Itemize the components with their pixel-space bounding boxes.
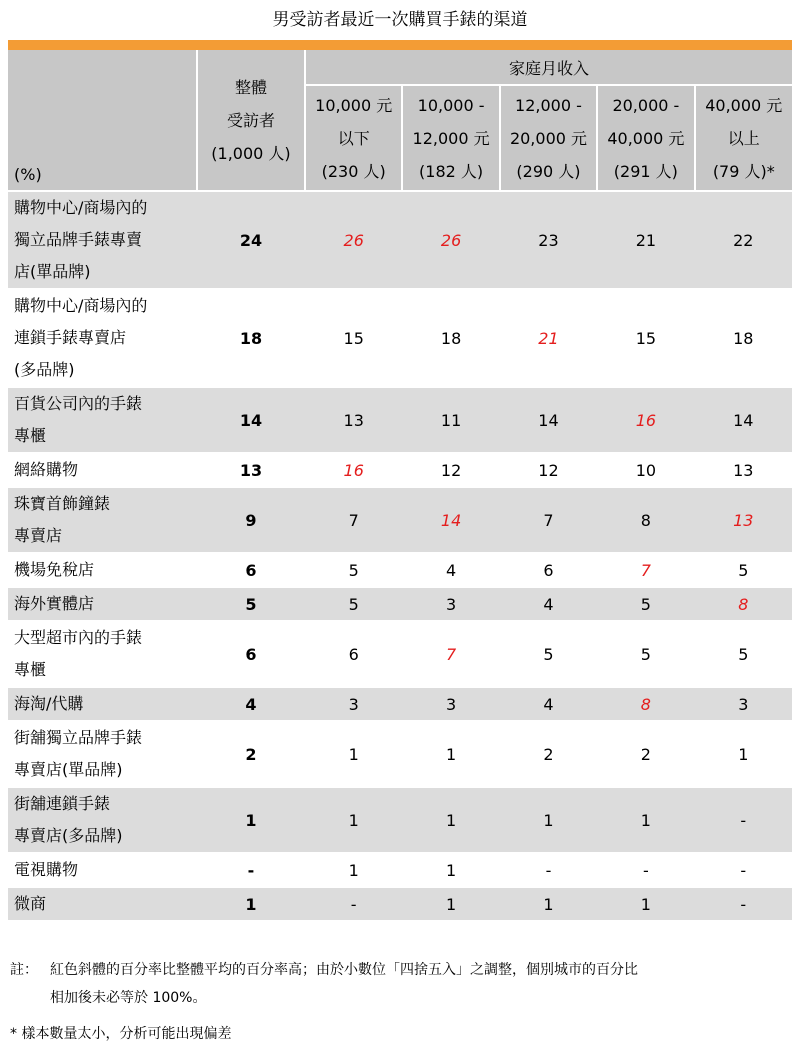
income-value: 3 bbox=[305, 687, 402, 721]
income-value: 14 bbox=[500, 387, 597, 453]
income-group-header: 家庭月收入 bbox=[305, 50, 792, 85]
highlighted-value: 26 bbox=[305, 191, 402, 289]
income-value: 13 bbox=[305, 387, 402, 453]
income-header-line: 10,000 元 bbox=[315, 95, 393, 115]
income-value: 11 bbox=[402, 387, 499, 453]
income-value: 5 bbox=[305, 553, 402, 587]
income-value: 1 bbox=[597, 787, 694, 853]
row-label bbox=[8, 621, 197, 687]
income-value: 1 bbox=[402, 853, 499, 887]
overall-value: 18 bbox=[197, 289, 305, 387]
highlighted-value: 7 bbox=[597, 553, 694, 587]
row-label-line: 微商 bbox=[14, 894, 47, 913]
highlighted-value: 21 bbox=[500, 289, 597, 387]
income-value: 1 bbox=[597, 887, 694, 920]
overall-value: 14 bbox=[197, 387, 305, 453]
income-value: 5 bbox=[597, 621, 694, 687]
income-value: 5 bbox=[597, 587, 694, 621]
income-header-line: 12,000 元 bbox=[412, 128, 490, 148]
income-value: 10 bbox=[597, 453, 694, 487]
income-value: 1 bbox=[402, 787, 499, 853]
table-row bbox=[8, 887, 792, 920]
title-accent-bar bbox=[8, 40, 792, 50]
table-row bbox=[8, 453, 792, 487]
row-label-line: 大型超市內的手錶 bbox=[14, 628, 143, 647]
income-header-line: 以上 bbox=[727, 128, 760, 148]
income-value: 13 bbox=[695, 453, 792, 487]
income-value: 3 bbox=[695, 687, 792, 721]
table-row bbox=[8, 853, 792, 887]
overall-header-line: 受訪者 bbox=[226, 110, 275, 130]
income-value: 18 bbox=[695, 289, 792, 387]
table-title: 男受訪者最近一次購買手錶的渠道 bbox=[272, 10, 528, 30]
income-value: 2 bbox=[597, 721, 694, 787]
income-value: 14 bbox=[695, 387, 792, 453]
row-label bbox=[8, 191, 197, 289]
income-value: - bbox=[500, 853, 597, 887]
income-header-line: 20,000 元 bbox=[509, 128, 588, 148]
income-value: 12 bbox=[500, 453, 597, 487]
footnote-1 bbox=[10, 956, 790, 1012]
income-value: 3 bbox=[402, 587, 499, 621]
income-header-line: (291 人) bbox=[613, 161, 678, 181]
row-label-line: 專櫃 bbox=[14, 660, 47, 679]
income-column-header bbox=[305, 85, 402, 191]
table-row bbox=[8, 587, 792, 621]
table-row bbox=[8, 191, 792, 289]
overall-header-line: (1,000 人) bbox=[211, 143, 291, 163]
income-value: - bbox=[305, 887, 402, 920]
income-value: 12 bbox=[402, 453, 499, 487]
row-label-line: 專賣店(多品牌) bbox=[14, 826, 123, 845]
row-label-line: 連鎖手錶專賣店 bbox=[14, 328, 127, 347]
footnote-1-line: 紅色斜體的百分率比整體平均的百分率高；由於小數位「四捨五入」之調整，個別城市的百分比 bbox=[50, 962, 638, 978]
table-row bbox=[8, 553, 792, 587]
row-label bbox=[8, 487, 197, 553]
income-header-line: 40,000 元 bbox=[705, 95, 783, 115]
income-value: 18 bbox=[402, 289, 499, 387]
row-label-line: 購物中心/商場內的 bbox=[14, 198, 148, 217]
highlighted-value: 26 bbox=[402, 191, 499, 289]
income-value: 21 bbox=[597, 191, 694, 289]
row-label bbox=[8, 289, 197, 387]
income-value: - bbox=[695, 887, 792, 920]
row-label bbox=[8, 553, 197, 587]
row-label bbox=[8, 687, 197, 721]
row-label bbox=[8, 787, 197, 853]
income-value: 3 bbox=[402, 687, 499, 721]
table-row bbox=[8, 621, 792, 687]
overall-value: 24 bbox=[197, 191, 305, 289]
row-label bbox=[8, 721, 197, 787]
income-value: 1 bbox=[402, 721, 499, 787]
income-value: 5 bbox=[695, 553, 792, 587]
row-label-line: 機場免稅店 bbox=[14, 560, 95, 579]
income-value: 4 bbox=[500, 687, 597, 721]
income-value: 1 bbox=[305, 721, 402, 787]
row-label-line: 海外實體店 bbox=[14, 594, 95, 613]
overall-header-line: 整體 bbox=[234, 77, 267, 97]
highlighted-value: 8 bbox=[695, 587, 792, 621]
row-label bbox=[8, 853, 197, 887]
income-value: 1 bbox=[305, 787, 402, 853]
table-row bbox=[8, 787, 792, 853]
income-value: 1 bbox=[500, 787, 597, 853]
table-row bbox=[8, 387, 792, 453]
income-header-line: 10,000 - bbox=[417, 95, 485, 115]
overall-value: 9 bbox=[197, 487, 305, 553]
income-value: - bbox=[695, 853, 792, 887]
row-label-line: 專賣店 bbox=[14, 526, 63, 545]
income-value: 2 bbox=[500, 721, 597, 787]
row-label-line: 專櫃 bbox=[14, 426, 47, 445]
row-label-line: 專賣店(單品牌) bbox=[14, 760, 123, 779]
income-value: 15 bbox=[597, 289, 694, 387]
income-value: 4 bbox=[500, 587, 597, 621]
income-value: 7 bbox=[500, 487, 597, 553]
table-row bbox=[8, 721, 792, 787]
income-value: 1 bbox=[402, 887, 499, 920]
income-value: 4 bbox=[402, 553, 499, 587]
highlighted-value: 14 bbox=[402, 487, 499, 553]
row-label-line: 獨立品牌手錶專賣 bbox=[14, 230, 143, 249]
income-header-line: (290 人) bbox=[516, 161, 581, 181]
income-header-line: 20,000 - bbox=[612, 95, 680, 115]
income-header-line: 以下 bbox=[337, 128, 370, 148]
income-value: 5 bbox=[695, 621, 792, 687]
income-value: 6 bbox=[500, 553, 597, 587]
row-label-line: 街舖獨立品牌手錶 bbox=[14, 728, 143, 747]
table-row bbox=[8, 289, 792, 387]
income-value: 7 bbox=[305, 487, 402, 553]
income-value: - bbox=[597, 853, 694, 887]
survey-table bbox=[8, 50, 792, 920]
row-label-line: (多品牌) bbox=[14, 360, 75, 379]
footnote-1-prefix: 註： bbox=[10, 962, 38, 978]
row-label-line: 店(單品牌) bbox=[14, 262, 91, 281]
row-label bbox=[8, 587, 197, 621]
overall-header bbox=[197, 50, 305, 191]
income-column-header bbox=[500, 85, 597, 191]
overall-value: 13 bbox=[197, 453, 305, 487]
overall-value: 2 bbox=[197, 721, 305, 787]
footnote-1-line: 相加後未必等於 100%。 bbox=[50, 990, 207, 1006]
highlighted-value: 13 bbox=[695, 487, 792, 553]
row-label bbox=[8, 887, 197, 920]
row-label-line: 電視購物 bbox=[14, 860, 79, 879]
overall-value: 5 bbox=[197, 587, 305, 621]
income-value: 1 bbox=[695, 721, 792, 787]
percent-label: (%) bbox=[8, 50, 197, 191]
income-value: 15 bbox=[305, 289, 402, 387]
income-column-header bbox=[402, 85, 499, 191]
highlighted-value: 16 bbox=[597, 387, 694, 453]
row-label-line: 海淘/代購 bbox=[14, 694, 84, 713]
row-label-line: 百貨公司內的手錶 bbox=[14, 394, 143, 413]
income-value: 6 bbox=[305, 621, 402, 687]
income-value: 23 bbox=[500, 191, 597, 289]
income-column-header bbox=[695, 85, 792, 191]
overall-value: 6 bbox=[197, 553, 305, 587]
highlighted-value: 8 bbox=[597, 687, 694, 721]
row-label-line: 購物中心/商場內的 bbox=[14, 296, 148, 315]
income-header-line: (230 人) bbox=[321, 161, 386, 181]
income-value: 8 bbox=[597, 487, 694, 553]
overall-value: - bbox=[197, 853, 305, 887]
income-column-header bbox=[597, 85, 694, 191]
overall-value: 1 bbox=[197, 787, 305, 853]
row-label-line: 街舖連鎖手錶 bbox=[14, 794, 111, 813]
income-value: 1 bbox=[305, 853, 402, 887]
overall-value: 1 bbox=[197, 887, 305, 920]
overall-value: 4 bbox=[197, 687, 305, 721]
row-label-line: 珠寶首飾鐘錶 bbox=[14, 494, 111, 513]
income-value: 5 bbox=[305, 587, 402, 621]
footnote-2: * 樣本數量太小，分析可能出現偏差 bbox=[10, 1026, 232, 1042]
income-value: 1 bbox=[500, 887, 597, 920]
footnotes bbox=[10, 956, 790, 1048]
income-value: 22 bbox=[695, 191, 792, 289]
income-header-line: 12,000 - bbox=[515, 95, 582, 115]
income-header-line: (79 人)* bbox=[712, 161, 775, 181]
overall-value: 6 bbox=[197, 621, 305, 687]
highlighted-value: 7 bbox=[402, 621, 499, 687]
income-header-line: (182 人) bbox=[419, 161, 484, 181]
row-label-line: 網絡購物 bbox=[14, 460, 79, 479]
highlighted-value: 16 bbox=[305, 453, 402, 487]
income-value: - bbox=[695, 787, 792, 853]
table-row bbox=[8, 687, 792, 721]
table-row bbox=[8, 487, 792, 553]
income-value: 5 bbox=[500, 621, 597, 687]
row-label bbox=[8, 453, 197, 487]
row-label bbox=[8, 387, 197, 453]
income-header-line: 40,000 元 bbox=[607, 128, 685, 148]
